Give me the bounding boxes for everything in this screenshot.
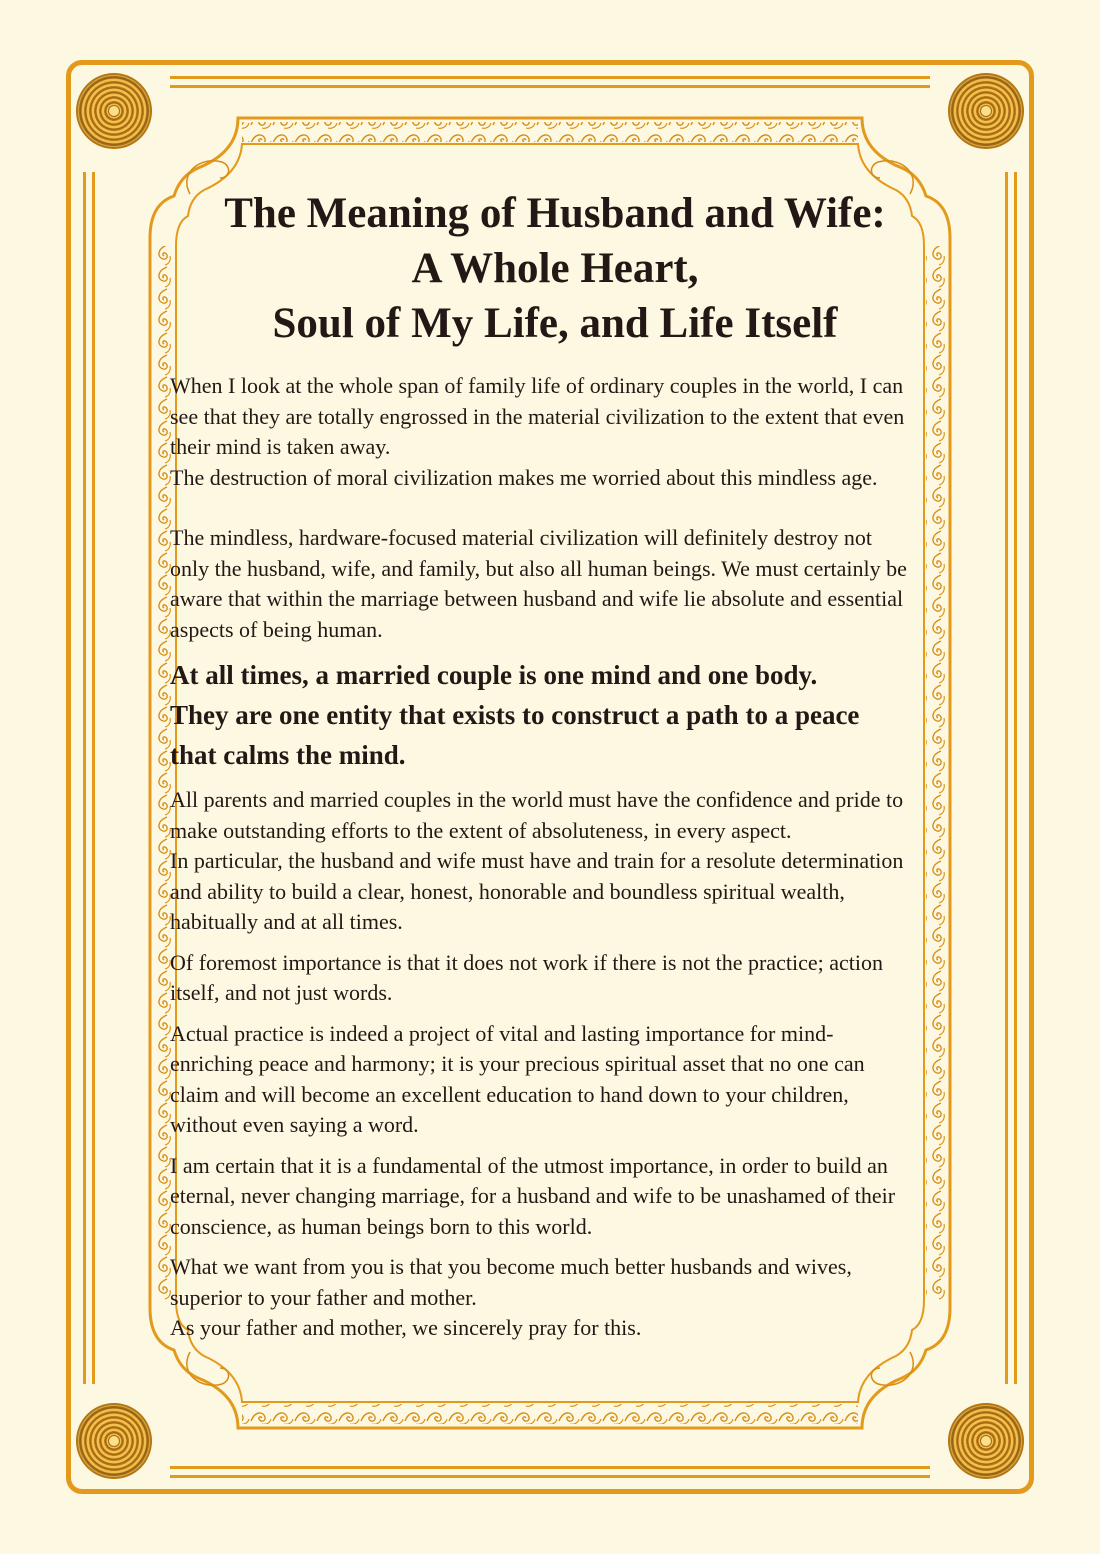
paragraph-6 — [170, 1151, 942, 1243]
paragraph-line: Actual practice is indeed a project of vital and lasting importance for mind- — [170, 1020, 834, 1046]
bottom-rule-outer — [170, 1475, 930, 1478]
paragraph-line: see that they are totally engrossed in the material civilization to the extent that even — [170, 403, 905, 429]
paragraph-2 — [170, 523, 942, 645]
paragraph-line: What we want from you is that you become much better husbands and wives, — [170, 1254, 852, 1279]
bottom-rule-inner — [170, 1466, 930, 1469]
paragraph-line: The mindless, hardware-focused material civilization will definitely destroy not — [170, 525, 872, 550]
left-rule-inner — [92, 172, 95, 1384]
top-rule-inner — [170, 85, 930, 88]
paragraph-7 — [170, 1252, 942, 1344]
emphasis-line: that calms the mind. — [170, 740, 406, 770]
paragraph-line: without even saying a word. — [170, 1112, 419, 1137]
paragraph-line: aware that within the marriage between husband and wife lie absolute and essential — [170, 586, 904, 611]
paragraph-line: superior to your father and mother. — [170, 1284, 477, 1310]
paragraph-line: enriching peace and harmony; it is your precious spiritual asset that no one can — [170, 1051, 865, 1076]
paragraph-line: make outstanding efforts to the extent of absoluteness, in every aspect. — [170, 817, 792, 843]
left-rule-outer — [83, 172, 86, 1384]
title-line-2: A Whole Heart, — [411, 245, 699, 292]
right-rule-inner — [1005, 172, 1008, 1384]
paragraph-line: When I look at the whole span of family life of ordinary couples in the world, I can — [170, 373, 904, 398]
emphasis-line: They are one entity that exists to construct a path to a peace — [170, 700, 860, 730]
paragraph-line: claim and will become an excellent education to hand down to your children, — [170, 1081, 849, 1107]
title-line-1: The Meaning of Husband and Wife: — [224, 190, 886, 237]
right-rule-outer — [1014, 172, 1017, 1384]
paragraph-line: itself, and not just words. — [170, 980, 393, 1005]
paragraph-line: conscience, as human beings born to this world. — [170, 1213, 593, 1239]
paragraph-line: All parents and married couples in the world must have the confidence and pride to — [170, 787, 904, 812]
paragraph-line: In particular, the husband and wife must have and train for a resolute determination — [170, 848, 904, 873]
paragraph-line: their mind is taken away. — [170, 434, 391, 459]
emphasis-line: At all times, a married couple is one mind and one body. — [170, 660, 818, 690]
paragraph-1 — [170, 371, 942, 493]
emphasis-statement — [170, 655, 942, 775]
paragraph-line: aspects of being human. — [170, 616, 383, 642]
document-body — [170, 186, 942, 1344]
page-title — [169, 186, 941, 351]
paragraph-4 — [170, 948, 942, 1009]
paragraph-line: As your father and mother, we sincerely pray for this. — [170, 1315, 642, 1340]
paragraph-3 — [170, 785, 942, 938]
paragraph-line: habitually and at all times. — [170, 909, 403, 934]
paragraph-line: I am certain that it is a fundamental of the utmost importance, in order to build an — [170, 1152, 888, 1178]
paragraph-5 — [170, 1019, 942, 1141]
paragraph-line: The destruction of moral civilization makes me worried about this mindless age. — [170, 464, 878, 490]
paragraph-line: eternal, never changing marriage, for a husband and wife to be unashamed of their — [170, 1183, 896, 1208]
title-line-3: Soul of My Life, and Life Itself — [272, 300, 838, 347]
top-rule-outer — [170, 76, 930, 79]
paragraph-line: Of foremost importance is that it does not work if there is not the practice; action — [170, 949, 883, 975]
paragraph-line: and ability to build a clear, honest, honorable and boundless spiritual wealth, — [170, 878, 845, 904]
paragraph-line: only the husband, wife, and family, but also all human beings. We must certainly be — [170, 555, 907, 581]
